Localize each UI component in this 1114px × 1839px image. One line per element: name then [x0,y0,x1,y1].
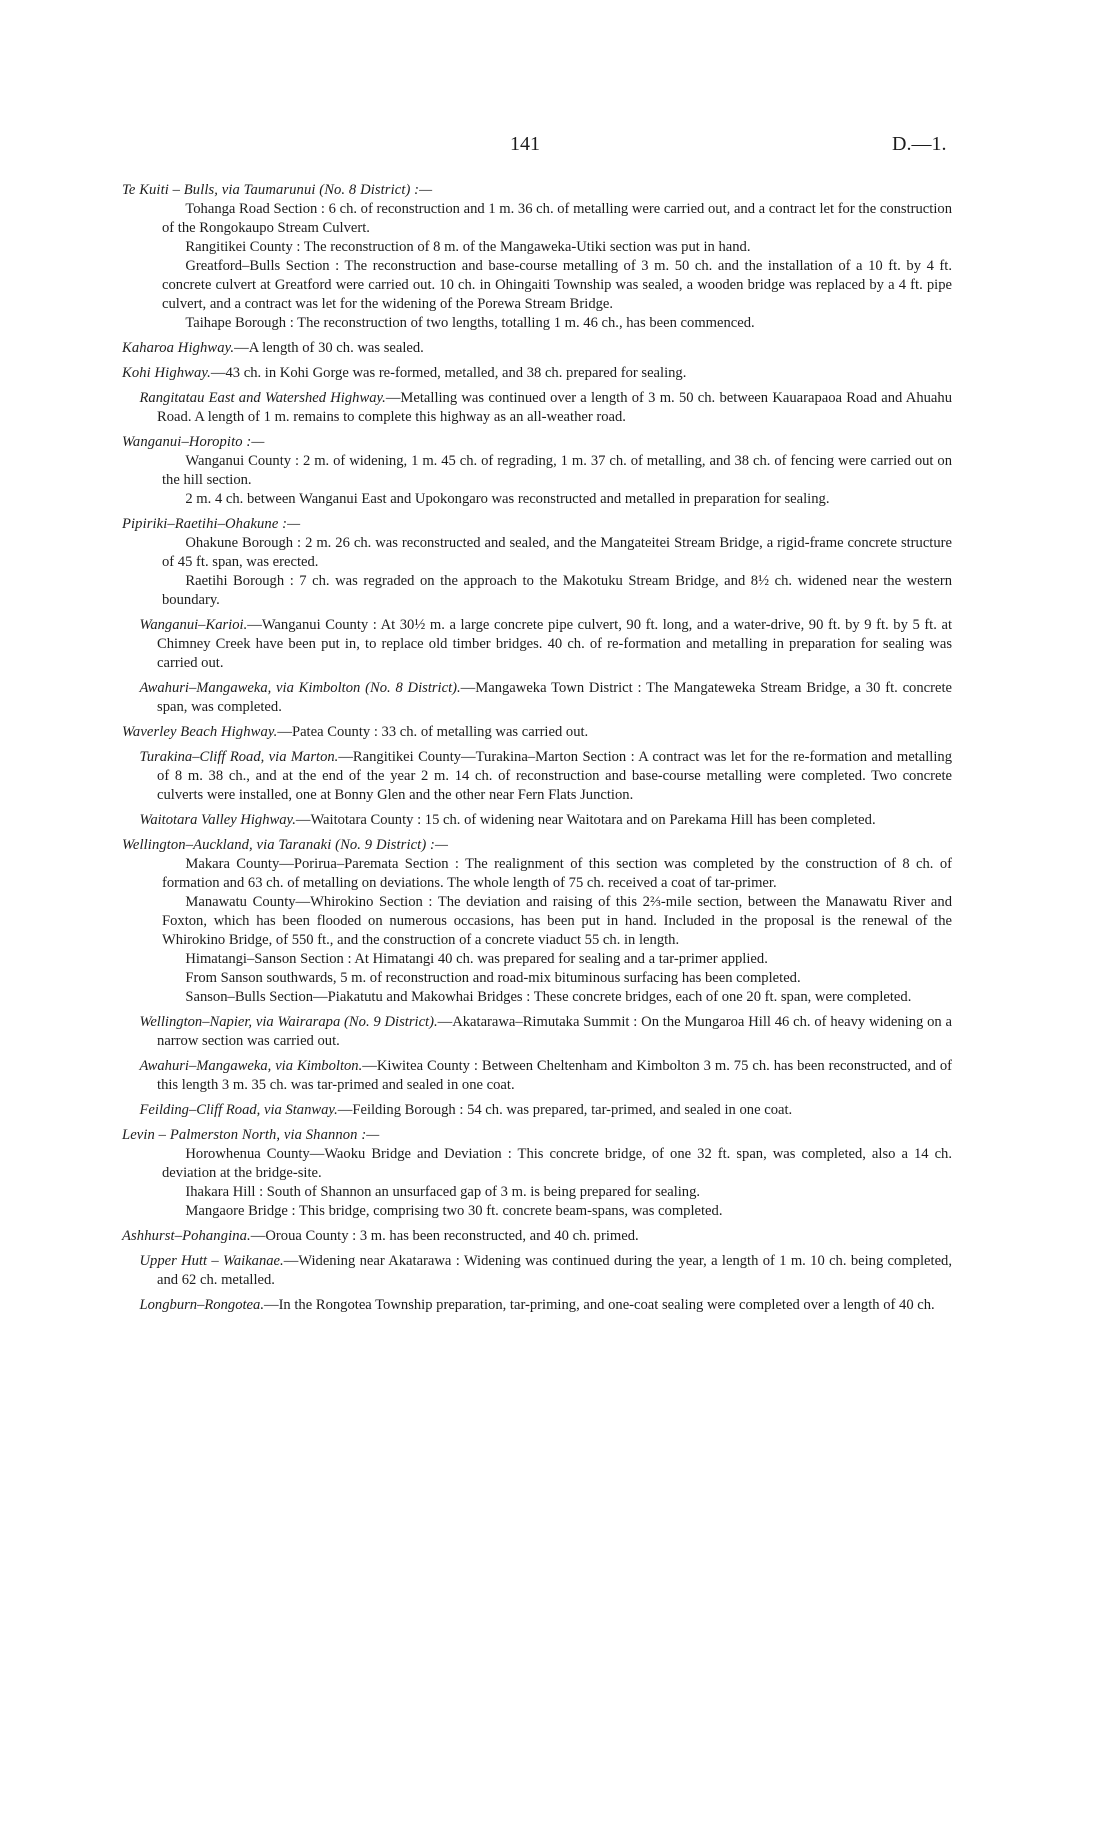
report-body [122,181,952,1321]
entry-ashhurst-pohangina [122,1227,952,1246]
entry-text: —Patea County : 33 ch. of metalling was carried out. [277,724,589,740]
entry-item: Rangitikei County : The reconstruction of 8 m. of the Mangaweka-Utiki section was put in hand. [185,239,751,255]
entry-heading: Feilding–Cliff Road, via Stanway. [139,1102,338,1118]
entry-waitotara-valley [122,811,952,830]
entry-item: Ihakara Hill : South of Shannon an unsurfaced gap of 3 m. is being prepared for sealing. [185,1184,701,1200]
entry-awahuri-mangaweka [122,1057,952,1095]
entry-text: —Oroua County : 3 m. has been reconstructed, and 40 ch. primed. [250,1228,639,1244]
entry-wellington-auckland [122,836,952,1007]
entry-heading: Kohi Highway. [122,365,211,381]
entry-heading: Wellington–Napier, via Wairarapa (No. 9 District). [139,1014,438,1030]
entry-heading: Awahuri–Mangaweka, via Kimbolton. [139,1058,363,1074]
entry-text: —Wanganui County : At 30½ m. a large concrete pipe culvert, 90 ft. long, and a water-drive, 90 ft. by 9 ft. by 5 ft. at Chimney Creek have been put in, to replace old timber bridges. 40 ch. of re-formation and metalling in preparation for sealing was carried out. [157,617,952,671]
entry-text: —Waitotara County : 15 ch. of widening near Waitotara and on Parekama Hill has been completed. [295,812,876,828]
entry-heading: Waitotara Valley Highway. [139,812,296,828]
entry-item: Mangaore Bridge : This bridge, comprising two 30 ft. concrete beam-spans, was completed. [185,1203,723,1219]
entry-item: Wanganui County : 2 m. of widening, 1 m. 45 ch. of regrading, 1 m. 37 ch. of metalling, and 38 ch. of fencing were carried out on the hill section. [162,453,952,488]
entry-waverley-beach [122,723,952,742]
entry-item: Horowhenua County—Waoku Bridge and Deviation : This concrete bridge, of one 32 ft. span, was completed, also a 14 ch. deviation at the bridge-site. [162,1146,952,1181]
entry-heading: Pipiriki–Raetihi–Ohakune :— [122,516,301,532]
entry-item: Tohanga Road Section : 6 ch. of reconstruction and 1 m. 36 ch. of metalling were carried out, and a contract let for the construction of the Rongokaupo Stream Culvert. [162,201,952,236]
entry-awahuri-mangaweka-no8 [122,679,952,717]
entry-item: Raetihi Borough : 7 ch. was regraded on the approach to the Makotuku Stream Bridge, and 8½ ch. widened near the western boundary. [162,573,952,608]
entry-upper-hutt-waikanae [122,1252,952,1290]
entry-pipiriki-raetihi-ohakune [122,515,952,610]
entry-rangitatau-highway [122,389,952,427]
page-header [0,133,1114,157]
entry-item: Sanson–Bulls Section—Piakatutu and Makowhai Bridges : These concrete bridges, each of one 20 ft. span, were completed. [185,989,912,1005]
entry-wanganui-karioi [122,616,952,673]
entry-text: —Metalling was continued over a length of 3 m. 50 ch. between Kauarapaoa Road and Ahuahu Road. A length of 1 m. remains to complete this highway as an all-weather road. [157,390,953,425]
entry-text: —Mangaweka Town District : The Mangateweka Stream Bridge, a 30 ft. concrete span, was completed. [157,680,952,715]
entry-heading: Ashhurst–Pohangina. [122,1228,251,1244]
entry-levin-palmerston-north [122,1126,952,1221]
entry-text: —A length of 30 ch. was sealed. [234,340,424,356]
entry-feilding-cliff-road [122,1101,952,1120]
entry-kaharoa-highway [122,339,952,358]
entry-item: Taihape Borough : The reconstruction of two lengths, totalling 1 m. 46 ch., has been commenced. [185,315,755,331]
entry-heading: Rangitatau East and Watershed Highway. [139,390,386,406]
entry-heading: Turakina–Cliff Road, via Marton. [139,749,339,765]
page-number: 141 [510,133,540,155]
entry-item: 2 m. 4 ch. between Wanganui East and Upokongaro was reconstructed and metalled in preparation for sealing. [185,491,830,507]
entry-wanganui-horopito [122,433,952,509]
entry-heading: Wanganui–Horopito :— [122,434,265,450]
entry-text: —Widening near Akatarawa : Widening was continued during the year, a length of 1 m. 10 ch. being completed, and 62 ch. metalled. [157,1253,952,1288]
entry-te-kuiti-bulls [122,181,952,333]
entry-heading: Wellington–Auckland, via Taranaki (No. 9 District) :— [122,837,449,853]
entry-item: From Sanson southwards, 5 m. of reconstruction and road-mix bituminous surfacing has been completed. [185,970,801,986]
entry-text: —In the Rongotea Township preparation, tar-priming, and one-coat sealing were completed over a length of 40 ch. [263,1297,935,1313]
entry-item: Ohakune Borough : 2 m. 26 ch. was reconstructed and sealed, and the Mangateitei Stream Bridge, a rigid-frame concrete structure of 45 ft. span, was erected. [162,535,952,570]
entry-text: —Rangitikei County—Turakina–Marton Section : A contract was let for the re-formation and metalling of 8 m. 38 ch., and at the end of the year 2 m. 14 ch. of reconstruction and base-course metalling were completed. Two concrete culverts were installed, one at Bonny Glen and the other near Fern Flats Junction. [157,749,952,803]
document-reference: D.—1. [892,133,947,155]
entry-turakina-cliff-road [122,748,952,805]
entry-text: —43 ch. in Kohi Gorge was re-formed, metalled, and 38 ch. prepared for sealing. [210,365,687,381]
entry-heading: Wanganui–Kariοi. [139,617,248,633]
entry-heading: Levin – Palmerston North, via Shannon :— [122,1127,380,1143]
entry-text: —Kiwitea County : Between Cheltenham and Kimbolton 3 m. 75 ch. has been reconstructed, and of this length 3 m. 35 ch. was tar-primed and sealed in one coat. [157,1058,952,1093]
entry-heading: Waverley Beach Highway. [122,724,278,740]
entry-text: —Feilding Borough : 54 ch. was prepared, tar-primed, and sealed in one coat. [337,1102,793,1118]
entry-item: Greatford–Bulls Section : The reconstruction and base-course metalling of 3 m. 50 ch. and the installation of a 10 ft. by 4 ft. concrete culvert at Greatford were carried out. 10 ch. in Ohingaiti Township was sealed, a wooden bridge was replaced by a 4 ft. pipe culvert, and a contract was let for the widening of the Porewa Stream Bridge. [162,258,952,312]
entry-text: —Akatarawa–Rimutaka Summit : On the Mungaroa Hill 46 ch. of heavy widening on a narrow section was carried out. [157,1014,952,1049]
entry-heading: Te Kuiti – Bulls, via Taumarunui (No. 8 District) :— [122,182,433,198]
entry-heading: Kaharoa Highway. [122,340,235,356]
entry-longburn-rongotea [122,1296,952,1315]
entry-heading: Upper Hutt – Waikanae. [139,1253,284,1269]
entry-item: Makara County—Porirua–Paremata Section : The realignment of this section was completed by the construction of 8 ch. of formation and 63 ch. of metalling on deviations. The whole length of 75 ch. received a coat of tar-primer. [162,856,952,891]
entry-item: Himatangi–Sanson Section : At Himatangi 40 ch. was prepared for sealing and a tar-primer applied. [185,951,768,967]
entry-kohi-highway [122,364,952,383]
entry-wellington-napier [122,1013,952,1051]
entry-heading: Longburn–Rongotea. [139,1297,264,1313]
entry-item: Manawatu County—Whirokino Section : The deviation and raising of this 2⅔-mile section, between the Manawatu River and Foxton, which has been flooded on numerous occasions, has been put in hand. Included in the proposal is the renewal of the Whirokino Bridge, of 550 ft., and the construction of a concrete viaduct 55 ch. in length. [162,894,952,948]
entry-heading: Awahuri–Mangaweka, via Kimbolton (No. 8 District). [139,680,461,696]
